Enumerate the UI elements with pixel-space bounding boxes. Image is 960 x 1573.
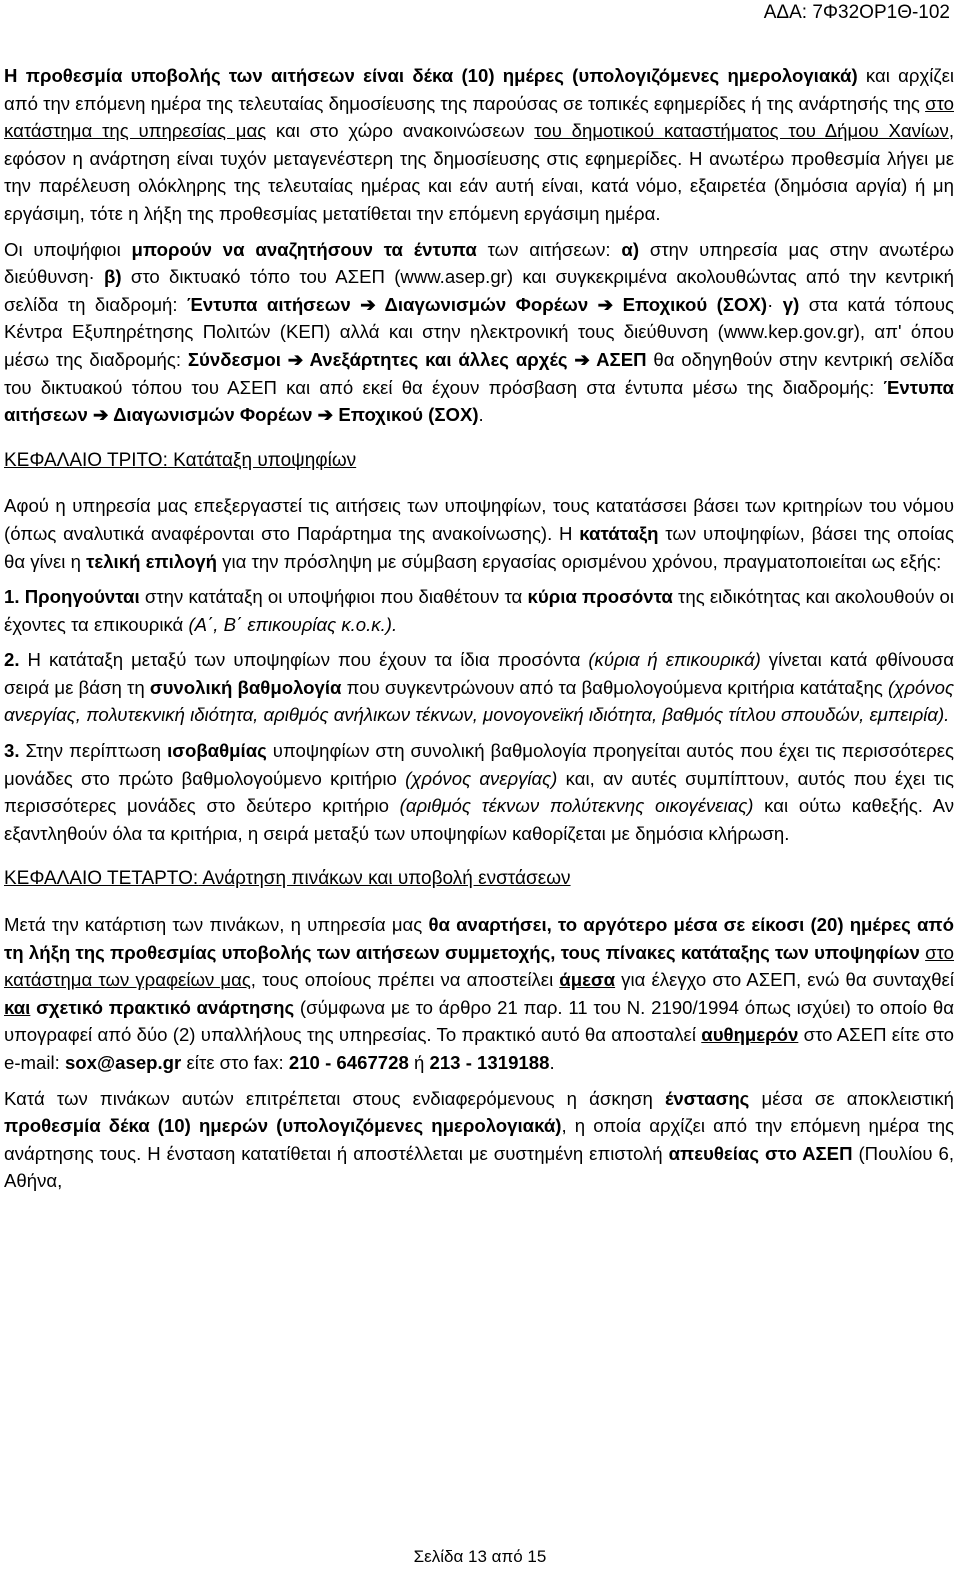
paragraph-ranking: Αφού η υπηρεσία μας επεξεργαστεί τις αιτήσεις των υποψηφίων, τους κατατάσσει βάσει των κριτηρίων του νόμου (όπως αναλυτικά αναφέρονται στο Παράρτημα της ανακοίνωσης). Η κατάταξη των υποψηφίων, βάσει της οποίας θα γίνει η τελική επιλογή για την πρόσληψη με σύμβαση εργασίας ορισμένου χρόνου, πραγματοποιείται ως εξής:	[4, 495, 954, 572]
rule-3: 3. Στην περίπτωση ισοβαθμίας υποψηφίων στη συνολική βαθμολογία προηγείται αυτός που έχει τις περισσότερες μονάδες στο πρώτο βαθμολογούμενο κριτήριο (χρόνος ανεργίας) και, αν αυτές συμπίπτουν, αυτός που έχει τις περισσότερες μονάδες στο δεύτερο κριτήριο (αριθμός τέκνων πολύτεκνης οικογένειας) και ούτω καθεξής. Αν εξαντληθούν όλα τα κριτήρια, η σειρά μεταξύ των υποψηφίων καθορίζεται με δημόσια κλήρωση.	[4, 740, 955, 844]
paragraph-tables: Μετά την κατάρτιση των πινάκων, η υπηρεσία μας θα αναρτήσει, το αργότερο μέσα σε είκοσι (20) ημέρες από τη λήξη της προθεσμίας υποβολής των αιτήσεων συμμετοχής, τους πίνακες κατάταξης των υποψηφίων στο κατάστημα των γραφείων μας, τους οποίους πρέπει να αποστείλει άμεσα για έλεγχο στο ΑΣΕΠ, ενώ θα συνταχθεί και σχετικό πρακτικό ανάρτησης (σύμφωνα με το άρθρο 21 παρ. 11 του Ν. 2190/1994 όπως ισχύει) το οποίο θα υπογραφεί από δύο (2) υπαλλήλους της υπηρεσίας. Το πρακτικό αυτό θα αποσταλεί αυθημερόν στο ΑΣΕΠ είτε στο e-mail: sox@asep.gr είτε στο fax: 210 - 6467728 ή 213 - 1319188.	[4, 914, 955, 1073]
page-number: Σελίδα 13 από 15	[413, 1547, 547, 1566]
paragraph-forms: Οι υποψήφιοι μπορούν να αναζητήσουν τα έντυπα των αιτήσεων: α) στην υπηρεσία μας στην ανωτέρω διεύθυνση· β) στο δικτυακό τόπο του ΑΣΕΠ (www.asep.gr) και συγκεκριμένα ακολουθώντας από την κεντρική σελίδα τη διαδρομή: Έντυπα αιτήσεων ➔ Διαγωνισμών Φορέων ➔ Εποχικού (ΣΟΧ)· γ) στα κατά τόπους Κέντρα Εξυπηρέτησης Πολιτών (ΚΕΠ) αλλά και στην ηλεκτρονική τους διεύθυνση (www.kep.gov.gr), απ' όπου μέσω της διαδρομής: Σύνδεσμοι ➔ Ανεξάρτητες και άλλες αρχές ➔ ΑΣΕΠ θα οδηγηθούν στην κεντρική σελίδα του δικτυακού τόπου του ΑΣΕΠ και από εκεί θα έχουν πρόσβαση στα έντυπα μέσω της διαδρομής: Έντυπα αιτήσεων ➔ Διαγωνισμών Φορέων ➔ Εποχικού (ΣΟΧ).	[4, 238, 955, 426]
paragraph-objections: Κατά των πινάκων αυτών επιτρέπεται στους ενδιαφερόμενους η άσκηση ένστασης μέσα σε αποκλειστική προθεσμία δέκα (10) ημερών (υπολογιζόμενες ημερολογιακά), η οποία αρχίζει από την επόμενη ημέρα της ανάρτησης τους. Η ένσταση κατατίθεται ή αποστέλλεται με συστημένη επιστολή απευθείας στο ΑΣΕΠ (Πουλίου 6, Αθήνα,	[4, 1087, 955, 1192]
chapter-three-heading: ΚΕΦΑΛΑΙΟ ΤΡΙΤΟ: Κατάταξη υποψηφίων	[4, 449, 357, 471]
paragraph-deadline: Η προθεσμία υποβολής των αιτήσεων είναι δέκα (10) ημέρες (υπολογιζόμενες ημερολογιακά) και αρχίζει από την επόμενη ημέρα της τελευταίας δημοσίευσης της παρούσας σε τοπικές εφημερίδες ή της ανάρτησής της στο κατάστημα της υπηρεσίας μας και στο χώρο ανακοινώσεων του δημοτικού καταστήματος του Δήμου Χανίων, εφόσον η ανάρτηση είναι τυχόν μεταγενέστερη της δημοσίευσης στις εφημερίδες. Η ανωτέρω προθεσμία λήγει με την παρέλευση ολόκληρης της τελευταίας ημέρας και εάν αυτή είναι, κατά νόμο, εξαιρετέα (δημόσια αργία) ή μη εργάσιμη, τότε η λήξη της προθεσμίας μετατίθεται την επόμενη εργάσιμη ημέρα.	[4, 65, 955, 224]
chapter-four-heading: ΚΕΦΑΛΑΙΟ ΤΕΤΑΡΤΟ: Ανάρτηση πινάκων και υποβολή ενστάσεων	[4, 868, 571, 890]
ada-code: ΑΔΑ: 7Φ32ΟΡ1Θ-102	[763, 2, 950, 23]
rule-1: 1. Προηγούνται στην κατάταξη οι υποψήφιοι που διαθέτουν τα κύρια προσόντα της ειδικότητας και ακολουθούν οι έχοντες τα επικουρικά (Α΄, Β΄ επικουρίας κ.ο.κ.).	[4, 586, 955, 635]
document-body	[4, 62, 954, 1195]
rule-2: 2. Η κατάταξη μεταξύ των υποψηφίων που έχουν τα ίδια προσόντα (κύρια ή επικουρικά) γίνεται κατά φθίνουσα σειρά με βάση τη συνολική βαθμολογία που συγκεντρώνουν από τα βαθμολογούμενα κριτήρια κατάταξης (χρόνος ανεργίας, πολυτεκνική ιδιότητα, αριθμός ανήλικων τέκνων, μονογονεϊκή ιδιότητα, βαθμός τίτλου σπουδών, εμπειρία).	[4, 649, 954, 726]
